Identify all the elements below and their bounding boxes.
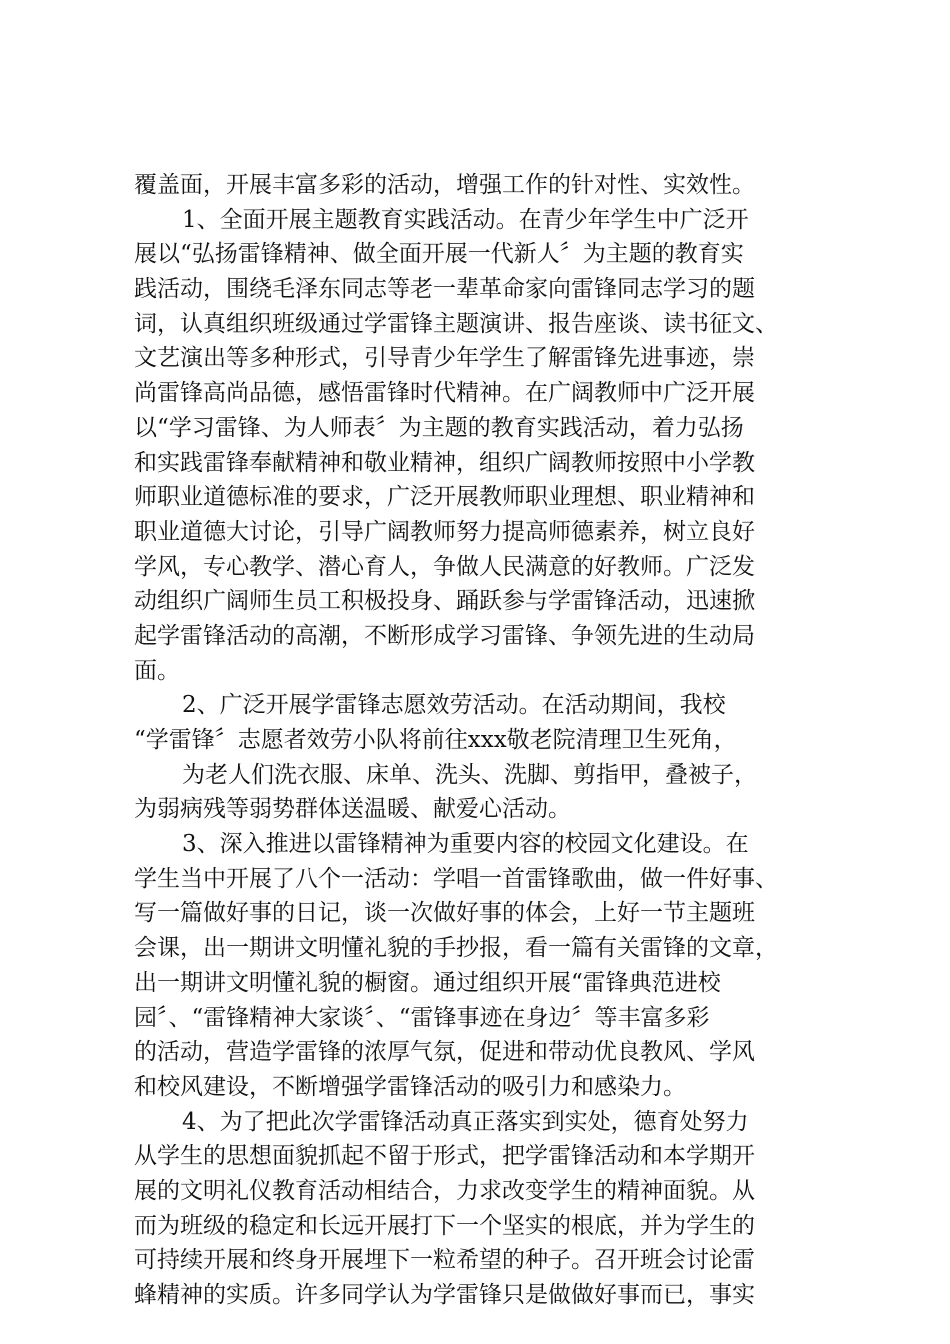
text-line: 词，认真组织班级通过学雷锋主题演讲、报告座谈、读书征文、 [134,310,778,337]
text-line: 会课，出一期讲文明懂礼貌的手抄报，看一篇有关雷锋的文章， [134,935,778,962]
text-line: 面。 [134,657,180,684]
paragraph-start-line: 2、广泛开展学雷锋志愿效劳活动。在活动期间，我校 [182,692,726,719]
text-line: 动组织广阔师生员工积极投身、踊跃参与学雷锋活动，迅速掀 [134,588,755,615]
text-line: “学雷锋〞志愿者效劳小队将前往xxx敬老院清理卫生死角， [134,727,737,753]
text-line: 以“学习雷锋、为人师表〞为主题的教育实践活动，着力弘扬 [134,414,744,441]
text-line: 写一篇做好事的日记，谈一次做好事的体会，上好一节主题班 [134,900,755,927]
text-line: 和校风建设，不断增强学雷锋活动的吸引力和感染力。 [134,1073,686,1100]
text-line: 为弱病残等弱势群体送温暖、献爱心活动。 [134,796,571,823]
text-line: 可持续开展和终身开展埋下一粒希望的种子。召开班会讨论雷 [134,1247,755,1274]
text-line: 文艺演出等多种形式，引导青少年学生了解雷锋先进事迹，崇 [134,345,755,372]
text-line: 的活动，营造学雷锋的浓厚气氛，促进和带动优良教风、学风 [134,1039,755,1066]
text-line: 学风，专心教学、潜心育人，争做人民满意的好教师。广泛发 [134,553,755,580]
text-line: 覆盖面，开展丰富多彩的活动，增强工作的针对性、实效性。 [134,172,755,198]
paragraph-start-line: 1、全面开展主题教育实践活动。在青少年学生中广泛开 [182,206,749,233]
text-line: 起学雷锋活动的高潮，不断形成学习雷锋、争领先进的生动局 [134,622,755,649]
text-line: 师职业道德标准的要求，广泛开展教师职业理想、职业精神和 [134,484,755,511]
text-line: 蜂精神的实质。许多同学认为学雷锋只是做做好事而已，事实 [134,1282,755,1308]
text-line: 而为班级的稳定和长远开展打下一个坚实的根底，并为学生的 [134,1212,755,1239]
text-line: 为老人们洗衣服、床单、洗头、洗脚、剪指甲，叠被子， [182,761,757,788]
text-line: 展以“弘扬雷锋精神、做全面开展一代新人〞为主题的教育实 [134,241,744,268]
body-text [134,168,834,1313]
paragraph-start-line: 4、为了把此次学雷锋活动真正落实到实处，德育处努力 [182,1108,749,1135]
text-line: 践活动，围绕毛泽东同志等老一辈革命家向雷锋同志学习的题 [134,276,755,303]
text-line: 园〞、“雷锋精神大家谈〞、“雷锋事迹在身边〞等丰富多彩 [134,1004,710,1031]
text-line: 和实践雷锋奉献精神和敬业精神，组织广阔教师按照中小学教 [134,449,755,476]
paragraph-start-line: 3、深入推进以雷锋精神为重要内容的校园文化建设。在 [182,831,749,858]
text-line: 学生当中开展了八个一活动：学唱一首雷锋歌曲，做一件好事、 [134,865,778,892]
text-line: 出一期讲文明懂礼貌的橱窗。通过组织开展“雷锋典范进校 [134,969,721,996]
text-line: 尚雷锋高尚品德，感悟雷锋时代精神。在广阔教师中广泛开展 [134,380,755,407]
text-line: 职业道德大讨论，引导广阔教师努力提高师德素养，树立良好 [134,518,755,545]
text-line: 展的文明礼仪教育活动相结合，力求改变学生的精神面貌。从 [134,1177,755,1204]
text-line: 从学生的思想面貌抓起不留于形式，把学雷锋活动和本学期开 [134,1143,755,1170]
